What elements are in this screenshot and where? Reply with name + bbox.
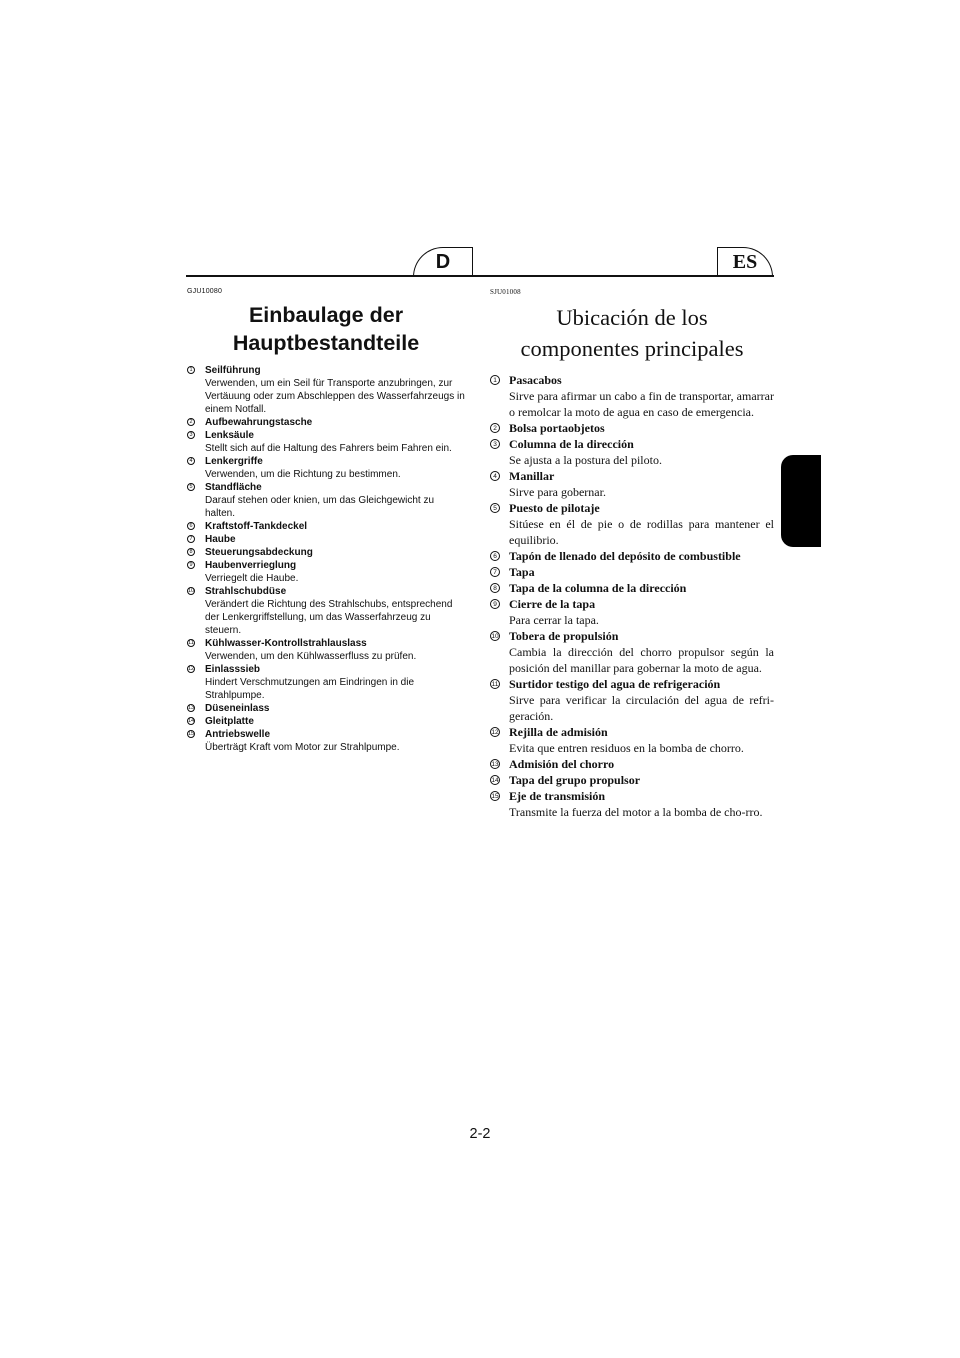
item-term: Einlasssieb (205, 664, 261, 675)
list-item (187, 702, 465, 715)
item-term: Manillar (509, 469, 555, 483)
item-term: Surtidor testigo del agua de refrigeración (509, 677, 721, 691)
item-description: Para cerrar la tapa. (509, 613, 599, 627)
spanish-section-code: SJU01008 (490, 288, 521, 296)
item-number-badge: 3 (490, 439, 500, 449)
item-body (205, 429, 465, 455)
item-term: Kühlwasser-Kontrollstrahlauslass (205, 638, 367, 649)
item-term: Eje de transmisión (509, 789, 605, 803)
item-body (509, 500, 774, 548)
item-description: Se ajusta a la postura del piloto. (509, 453, 662, 467)
item-body (205, 637, 465, 663)
item-description: Hindert Verschmutzungen am Eindringen in die Strahlpumpe. (205, 677, 415, 701)
item-term: Columna de la dirección (509, 437, 634, 451)
item-number-badge: 10 (187, 588, 195, 594)
list-item (187, 429, 465, 455)
spanish-component-list (490, 372, 774, 820)
list-item (187, 520, 465, 533)
page-number: 2-2 (469, 1126, 491, 1142)
item-number-badge: 7 (187, 535, 195, 543)
list-item (490, 580, 774, 596)
item-number-badge: 9 (187, 561, 195, 569)
list-item (490, 468, 774, 500)
spanish-column (490, 288, 774, 820)
list-item (187, 728, 465, 754)
list-item (490, 772, 774, 788)
list-item (187, 715, 465, 728)
item-body (205, 702, 465, 715)
chapter-thumb-tab (781, 455, 821, 547)
item-term: Steuerungsabdeckung (205, 547, 313, 558)
item-number-badge: 2 (490, 423, 500, 433)
item-term: Seilführung (205, 365, 261, 376)
language-tab-german (413, 247, 473, 277)
item-body (509, 420, 774, 436)
item-number-badge: 13 (491, 760, 499, 768)
item-description: Überträgt Kraft vom Motor zur Strahlpumpe. (205, 742, 400, 753)
list-item (490, 756, 774, 772)
list-item (187, 364, 465, 416)
item-number-badge: 4 (490, 471, 500, 481)
language-tab-spanish-label: ES (732, 251, 758, 273)
list-item (490, 628, 774, 676)
list-item (187, 533, 465, 546)
item-number-badge: 6 (490, 551, 500, 561)
item-description: Sirve para afirmar un cabo a fin de transportar, amarrar o remolcar la moto de agua en caso de emergencia. (509, 389, 774, 419)
item-description: Verwenden, um ein Seil für Transporte anzubringen, zur Vertäuung oder zum Abschleppen des Wasserfahrzeugs in einem Notfall. (205, 378, 465, 415)
item-number-badge: 11 (188, 640, 194, 646)
item-description: Verwenden, um den Kühlwasserfluss zu prüfen. (205, 651, 417, 662)
list-item (490, 436, 774, 468)
list-item (490, 676, 774, 724)
item-description: Verriegelt die Haube. (205, 573, 299, 584)
item-description: Transmite la fuerza del motor a la bomba de cho-rro. (509, 805, 763, 819)
item-description: Verwenden, um die Richtung zu bestimmen. (205, 469, 401, 480)
item-description: Darauf stehen oder knien, um das Gleichgewicht zu halten. (205, 495, 435, 519)
item-body (205, 585, 465, 637)
item-number-badge: 14 (187, 718, 195, 724)
spanish-title-line1: Ubicación de los (556, 305, 708, 330)
item-body (509, 580, 774, 596)
list-item (187, 637, 465, 663)
item-description: Evita que entren residuos en la bomba de chorro. (509, 741, 744, 755)
item-body (509, 564, 774, 580)
spanish-title (490, 302, 774, 364)
item-term: Puesto de pilotaje (509, 501, 600, 515)
item-body (205, 455, 465, 481)
item-number-badge: 9 (490, 599, 500, 609)
item-body (205, 520, 465, 533)
item-body (205, 663, 465, 702)
item-body (509, 468, 774, 500)
german-title (187, 301, 465, 357)
item-description: Stellt sich auf die Haltung des Fahrers beim Fahren ein. (205, 443, 452, 454)
item-number-badge: 1 (187, 366, 195, 374)
list-item (490, 724, 774, 756)
spanish-title-line2: componentes principales (520, 336, 744, 361)
item-number-badge: 6 (187, 522, 195, 530)
list-item (490, 788, 774, 820)
item-body (205, 559, 465, 585)
item-number-badge: 5 (490, 503, 500, 513)
item-term: Strahlschubdüse (205, 586, 287, 597)
item-body (509, 772, 774, 788)
item-term: Haube (205, 534, 236, 545)
item-term: Bolsa portaobjetos (509, 421, 605, 435)
list-item (187, 585, 465, 637)
item-description: Verändert die Richtung des Strahlschubs, entsprechend der Lenkergriffstellung, um das Wasserfahrzeug zu steuern. (205, 599, 453, 636)
german-column (187, 288, 465, 754)
header-rule (186, 275, 774, 277)
item-number-badge: 13 (187, 705, 195, 711)
item-term: Lenkergriffe (205, 456, 263, 467)
item-term: Standfläche (205, 482, 262, 493)
german-component-list (187, 364, 465, 754)
item-term: Antriebswelle (205, 729, 271, 740)
item-term: Tapa (509, 565, 535, 579)
item-body (509, 788, 774, 820)
list-item (187, 546, 465, 559)
item-number-badge: 3 (187, 431, 195, 439)
item-body (509, 596, 774, 628)
list-item (490, 420, 774, 436)
item-body (509, 548, 774, 564)
item-description: Cambia la dirección del chorro propulsor según la posición del manillar para gobernar la moto de agua. (509, 645, 774, 675)
language-tab-german-label: D (435, 251, 451, 273)
list-item (187, 455, 465, 481)
item-term: Lenksäule (205, 430, 254, 441)
item-term: Rejilla de admisión (509, 725, 608, 739)
language-tab-spanish (717, 247, 773, 277)
item-number-badge: 12 (187, 666, 195, 672)
item-body (509, 628, 774, 676)
item-number-badge: 8 (490, 583, 500, 593)
item-body (205, 481, 465, 520)
item-term: Cierre de la tapa (509, 597, 596, 611)
item-term: Tapa de la columna de la dirección (509, 581, 687, 595)
list-item (490, 372, 774, 420)
item-body (509, 756, 774, 772)
item-body (205, 546, 465, 559)
list-item (490, 500, 774, 548)
list-item (187, 481, 465, 520)
item-number-badge: 5 (187, 483, 195, 491)
item-term: Gleitplatte (205, 716, 254, 727)
item-body (205, 533, 465, 546)
item-body (205, 715, 465, 728)
item-term: Tobera de propulsión (509, 629, 619, 643)
item-term: Kraftstoff-Tankdeckel (205, 521, 308, 532)
item-body (509, 676, 774, 724)
item-description: Sirve para verificar la circulación del agua de refri-geración. (509, 693, 774, 723)
item-term: Admisión del chorro (509, 757, 615, 771)
item-number-badge: 8 (187, 548, 195, 556)
item-description: Sirve para gobernar. (509, 485, 606, 499)
item-body (509, 724, 774, 756)
item-number-badge: 7 (490, 567, 500, 577)
list-item (187, 663, 465, 702)
item-body (205, 364, 465, 416)
item-number-badge: 4 (187, 457, 195, 465)
item-number-badge: 1 (490, 375, 500, 385)
item-body (205, 728, 465, 754)
item-term: Pasacabos (509, 373, 562, 387)
item-number-badge: 15 (187, 731, 195, 737)
item-body (509, 436, 774, 468)
item-number-badge: 14 (491, 776, 499, 784)
item-number-badge: 10 (491, 632, 499, 640)
list-item (490, 548, 774, 564)
item-number-badge: 11 (491, 680, 499, 688)
item-body (509, 372, 774, 420)
item-body (205, 416, 465, 429)
german-title-line1: Einbaulage der (248, 303, 404, 327)
list-item (187, 416, 465, 429)
list-item (490, 596, 774, 628)
item-term: Aufbewahrungstasche (205, 417, 313, 428)
german-title-line2: Hauptbestandteile (232, 331, 420, 355)
item-term: Düseneinlass (205, 703, 270, 714)
item-term: Tapón de llenado del depósito de combustible (509, 549, 741, 563)
item-term: Tapa del grupo propulsor (509, 773, 641, 787)
item-number-badge: 15 (491, 792, 499, 800)
list-item (490, 564, 774, 580)
item-number-badge: 2 (187, 418, 195, 426)
list-item (187, 559, 465, 585)
german-section-code: GJU10080 (187, 288, 223, 295)
item-term: Haubenverrieglung (205, 560, 297, 571)
item-description: Sitúese en él de pie o de rodillas para mantener el equilibrio. (509, 517, 774, 547)
item-number-badge: 12 (491, 728, 499, 736)
